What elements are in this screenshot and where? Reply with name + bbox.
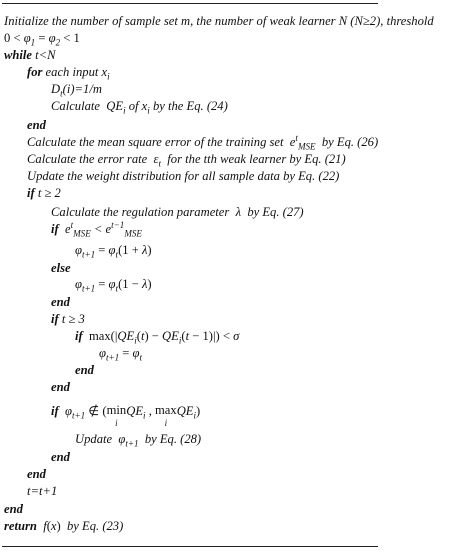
bottom-rule [2,546,378,547]
algo-line-update-phi: Update $\varphi_{t+1}$ by Eq. (28) [75,432,202,449]
algo-line-end-if-max: end [75,363,94,377]
algo-line-if-mse: if $e^t_{MSE} < e^{t-1}_{MSE}$ [51,219,142,239]
algo-line-phi-plus: $\varphi_{t+1} = \varphi_t(1 + \lambda)$ [75,243,152,260]
algo-line-end-for: end [27,118,46,132]
algo-line-dt: $D_t(i)=1/m$ [51,82,102,99]
algo-line-increment: t=t+1 [27,484,58,498]
algo-line-while: while t<N [4,48,56,62]
algo-line-end-if-range: end [51,450,70,464]
algo-line-if-max: if $\max(|QE_i(t) - QE_i(t - 1)|) < \sigma$ [75,329,240,346]
top-rule [2,3,378,4]
algo-line-phi-minus: $\varphi_{t+1} = \varphi_t(1 - \lambda)$ [75,277,152,294]
algo-line-for: for each input $x_i$ [27,65,110,82]
algo-line-end-if-mse: end [51,295,70,309]
algo-line-calc-lambda: Calculate the regulation parameter λ by Eq. (27) [51,205,304,219]
algo-line-if-range: if $\varphi_{t+1}$ ∉ (min iQE$_i$ , max iQE$_i$) [51,403,201,428]
algo-line-init: Initialize the number of sample set m, the number of weak learner N (N≥2), threshold [4,14,434,28]
algo-line-else: else [51,261,71,275]
algo-line-end-if-t2: end [27,467,46,481]
algo-line-if-t3: if t ≥ 3 [51,312,85,326]
algo-line-threshold: $0 < \varphi_1 = \varphi_2 < 1$ [4,31,80,48]
algo-line-end-while: end [4,502,23,516]
algo-line-phi-hold: $\varphi_{t+1} = \varphi_t$ [99,346,143,363]
algo-line-calc-qe: Calculate $QE_i$ of $x_i$ by the Eq. (24) [51,99,228,116]
algo-line-if-t2: if t ≥ 2 [27,186,61,200]
algo-line-error-rate: Calculate the error rate $\varepsilon_t$ for the tth weak learner by Eq. (21) [27,152,346,169]
algo-line-end-if-t3: end [51,380,70,394]
algo-line-return: return f(x) by Eq. (23) [4,519,124,533]
algo-line-update-weights: Update the weight distribution for all sample data by Eq. (22) [27,169,340,183]
algo-line-mse: Calculate the mean square error of the training set $e^t_{MSE}$ by Eq. (26) [27,132,379,152]
